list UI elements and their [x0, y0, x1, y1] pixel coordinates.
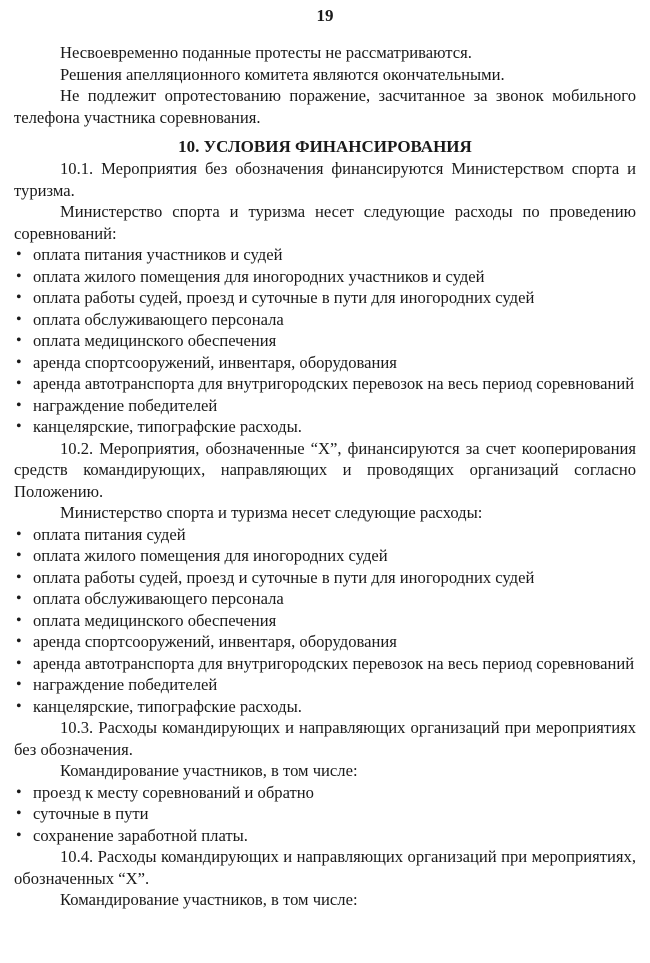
list-item: • оплата медицинского обеспечения: [14, 610, 636, 632]
intro-paragraph-2: Решения апелляционного комитета являются окончательными.: [60, 64, 505, 84]
list-item: • оплата жилого помещения для иногородних судей: [14, 545, 636, 567]
list-item: • оплата питания судей: [14, 524, 636, 546]
paragraph-10-1-expenses: Министерство спорта и туризма несет следующие расходы по проведению соревнований:: [14, 202, 636, 243]
list-item: • канцелярские, типографские расходы.: [14, 696, 636, 718]
paragraph-10-2-expenses: Министерство спорта и туризма несет следующие расходы:: [60, 503, 483, 522]
list-item: • оплата обслуживающего персонала: [14, 588, 636, 610]
list-item: • суточные в пути: [14, 803, 636, 825]
paragraph-10-4: 10.4. Расходы командирующих и направляющих организаций при мероприятиях, обозначенных “Х”.: [14, 847, 636, 888]
paragraph-10-2: 10.2. Мероприятия, обозначенные “Х”, финансируются за счет кооперирования средств командирующих, направляющих и проводящих организаций согласно Положению.: [14, 438, 636, 501]
intro-paragraph-1: Несвоевременно поданные протесты не рассматриваются.: [60, 43, 472, 62]
list-item: • аренда спортсооружений, инвентаря, оборудования: [14, 631, 636, 653]
intro-paragraph-3: Не подлежит опротестованию поражение, засчитанное за звонок мобильного телефона участника соревнования.: [14, 86, 636, 127]
list-item: • оплата жилого помещения для иногородних участников и судей: [14, 266, 636, 288]
list-item: • проезд к месту соревнований и обратно: [14, 782, 636, 804]
list-item: • награждение победителей: [14, 395, 636, 417]
list-item: • аренда автотранспорта для внутригородских перевозок на весь период соревнований: [14, 373, 636, 395]
paragraph-10-1: 10.1. Мероприятия без обозначения финансируются Министерством спорта и туризма.: [14, 159, 636, 200]
list-item: • оплата обслуживающего персонала: [14, 309, 636, 331]
list-item: • оплата работы судей, проезд и суточные в пути для иногородних судей: [14, 287, 636, 309]
section-title: 10. УСЛОВИЯ ФИНАНСИРОВАНИЯ: [178, 137, 472, 156]
list-item: • канцелярские, типографские расходы.: [14, 416, 636, 438]
expense-list-1: [14, 244, 636, 438]
page-number: 19: [316, 6, 334, 25]
list-item: • оплата работы судей, проезд и суточные в пути для иногородних судей: [14, 567, 636, 589]
paragraph-10-4-sub: Командирование участников, в том числе:: [60, 890, 358, 909]
list-item: • оплата медицинского обеспечения: [14, 330, 636, 352]
list-item: • награждение победителей: [14, 674, 636, 696]
list-item: • аренда автотранспорта для внутригородских перевозок на весь период соревнований: [14, 653, 636, 675]
list-item: • аренда спортсооружений, инвентаря, оборудования: [14, 352, 636, 374]
list-item: • оплата питания участников и судей: [14, 244, 636, 266]
paragraph-10-3: 10.3. Расходы командирующих и направляющих организаций при мероприятиях без обозначения.: [14, 718, 636, 759]
paragraph-10-3-sub: Командирование участников, в том числе:: [60, 761, 358, 780]
list-item: • сохранение заработной платы.: [14, 825, 636, 847]
expense-list-2: [14, 524, 636, 718]
travel-list: [14, 782, 636, 847]
